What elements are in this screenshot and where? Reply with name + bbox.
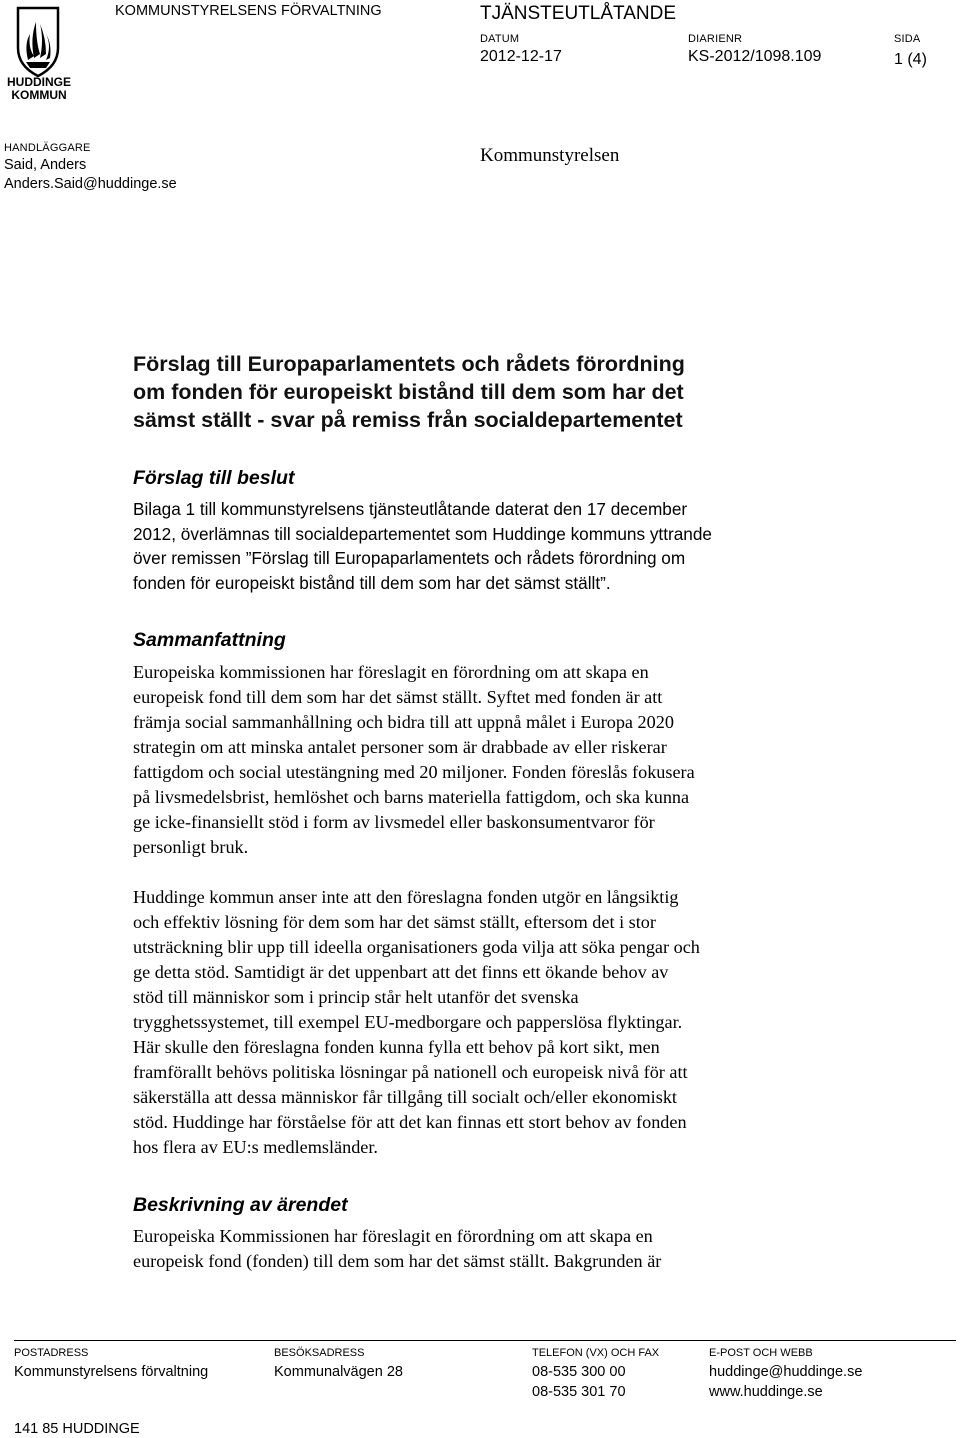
text-line: 2012, överlämnas till socialdepartementet som Huddinge kommuns yttrande (133, 523, 712, 544)
text-line: fattigdom och social utestängning med 20 miljoner. Fonden föreslås fokusera (133, 762, 695, 782)
text-line: säkerställa att dessa människor får tillgång till socialt och/eller ekonomiskt (133, 1087, 677, 1107)
page-label: SIDA (894, 33, 921, 45)
footer-web-link[interactable]: www.huddinge.se (709, 1384, 823, 1400)
handler-label: HANDLÄGGARE (4, 142, 91, 154)
text-line: trygghetssystemet, till exempel EU-medborgare och papperslösa flyktingar. (133, 1012, 683, 1032)
footer-post-line1: Kommunstyrelsens förvaltning (14, 1364, 209, 1380)
footer-post-line2: 141 85 HUDDINGE (14, 1421, 140, 1437)
text-line: stöd till människor som i princip står helt utanför det svenska (133, 987, 579, 1007)
org-name: KOMMUNSTYRELSENS FÖRVALTNING (115, 3, 382, 19)
summary-heading: Sammanfattning (133, 629, 286, 651)
title-line: Förslag till Europaparlamentets och rådets förordning (133, 352, 685, 376)
footer-fax: 08-535 301 70 (532, 1384, 626, 1400)
text-line: på livsmedelsbrist, hemlöshet och barns materiella fattigdom, och ska kunna (133, 787, 690, 807)
text-line: främja social sammanhållning och bidra till att uppnå målet i Europa 2020 (133, 712, 674, 732)
text-line: personligt bruk. (133, 837, 249, 857)
text-line: hos flera av EU:s medlemsländer. (133, 1137, 378, 1157)
text-line: europeisk fond till dem som har det sämst ställt. Syftet med fonden är att (133, 687, 663, 707)
text-line: Bilaga 1 till kommunstyrelsens tjänsteutlåtande daterat den 17 december (133, 499, 688, 519)
summary-text (133, 660, 833, 860)
logo-text (4, 76, 74, 102)
text-line: Här skulle den föreslagna fonden kunna fylla ett behov på kort sikt, men (133, 1037, 660, 1057)
footer-divider (14, 1340, 956, 1341)
position-text (133, 885, 833, 1160)
diarienr-value: KS-2012/1098.109 (688, 48, 822, 65)
handler-email: Anders.Said@huddinge.se (4, 176, 177, 192)
proposal-text (133, 497, 833, 595)
date-label: DATUM (480, 33, 520, 45)
footer-phone-label: TELEFON (VX) OCH FAX (532, 1347, 660, 1359)
text-line: Huddinge kommun anser inte att den föreslagna fonden utgör en långsiktig (133, 887, 679, 907)
footer-phone: 08-535 300 00 (532, 1364, 626, 1380)
text-line: och effektiv lösning för dem som har det sämst ställt, eftersom det i stor (133, 912, 656, 932)
text-line: utsträckning blir upp till ideella organisationers goda vilja att söka pengar och (133, 937, 700, 957)
text-line: ge icke-finansiellt stöd i form av livsmedel eller baskonsumentvaror för (133, 812, 655, 832)
description-text (133, 1224, 833, 1274)
text-line: över remissen ”Förslag till Europaparlamentets och rådets förordning om (133, 548, 686, 568)
footer-visit-address: Kommunalvägen 28 (274, 1364, 403, 1380)
footer-visit-label: BESÖKSADRESS (274, 1347, 365, 1359)
text-line: Europeiska kommissionen har föreslagit en förordning om att skapa en (133, 662, 649, 682)
doc-type: TJÄNSTEUTLÅTANDE (480, 3, 677, 24)
footer-email-link[interactable]: huddinge@huddinge.se (709, 1364, 863, 1380)
text-line: ge detta stöd. Samtidigt är det uppenbart att det finns ett ökande behov av (133, 962, 669, 982)
logo-line-2: KOMMUN (11, 88, 67, 102)
text-line: europeisk fond (fonden) till dem som har det sämst ställt. Bakgrunden är (133, 1251, 662, 1271)
title-line: om fonden för europeiskt bistånd till dem som har det (133, 380, 684, 404)
text-line: Europeiska Kommissionen har föreslagit en förordning om att skapa en (133, 1226, 653, 1246)
document-title (133, 350, 853, 434)
proposal-heading: Förslag till beslut (133, 467, 295, 489)
title-line: sämst ställt - svar på remiss från socialdepartementet (133, 408, 683, 432)
text-line: fonden för europeiskt bistånd till dem som har det sämst ställt”. (133, 572, 611, 593)
recipient: Kommunstyrelsen (480, 145, 620, 166)
footer-mail-label: E-POST OCH WEBB (709, 1347, 813, 1359)
footer-post-label: POSTADRESS (14, 1347, 89, 1359)
handler-name: Said, Anders (4, 157, 87, 173)
text-line: strategin om att minska antalet personer som är drabbade av eller riskerar (133, 737, 667, 757)
page-value: 1 (4) (894, 51, 927, 68)
diarienr-label: DIARIENR (688, 33, 743, 45)
text-line: stöd. Huddinge har förståelse för att det kan finnas ett stort behov av fonden (133, 1112, 687, 1132)
description-heading: Beskrivning av ärendet (133, 1194, 348, 1216)
text-line: framförallt behövs politiska lösningar på nationell och europeisk nivå för att (133, 1062, 688, 1082)
date-value: 2012-12-17 (480, 48, 562, 65)
logo-line-1: HUDDINGE (6, 75, 71, 89)
